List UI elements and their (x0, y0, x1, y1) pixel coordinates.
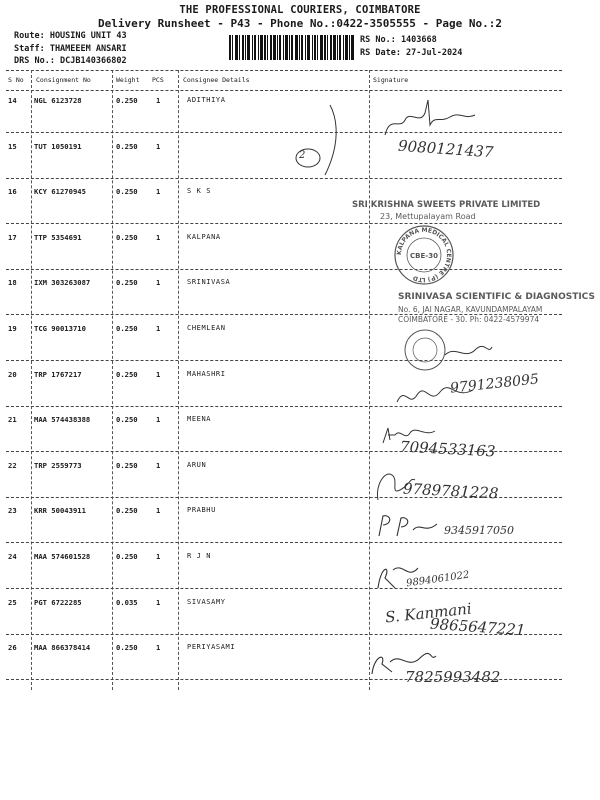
row-sno: 16 (8, 187, 17, 197)
row-weight: 0.250 (116, 96, 138, 105)
signature-phone: 7094533163 (399, 437, 496, 461)
row-pcs: 1 (156, 232, 161, 242)
table-top-rule (6, 70, 562, 71)
row-sno: 20 (8, 369, 17, 379)
signature-scribble (380, 95, 480, 140)
rs-number: RS No.: 1403668 (360, 35, 437, 45)
signature-phone: 9865647221 (429, 614, 526, 640)
row-consignment-no: MAA 866378414 (34, 643, 91, 653)
row-consignment-no: TTP 5354691 (34, 232, 82, 242)
row-consignee: SIVASAMY (187, 597, 226, 606)
row-consignment-no: NGL 6123728 (34, 96, 82, 105)
row-pcs: 1 (156, 187, 161, 197)
row-consignee: PRABHU (187, 506, 216, 515)
column-divider (112, 70, 113, 690)
round-seal (400, 325, 495, 375)
signature-phone: 9791238095 (449, 371, 540, 397)
row-consignment-no: PGT 6722285 (34, 597, 82, 607)
column-divider (369, 70, 370, 690)
row-sno: 22 (8, 460, 17, 470)
row-sno: 24 (8, 552, 17, 561)
row-pcs: 1 (156, 460, 161, 470)
row-consignee: MAHASHRI (187, 369, 226, 378)
col-header-weight: Weight (116, 76, 140, 84)
row-consignee: CHEMLEAN (187, 324, 226, 332)
row-weight: 0.250 (116, 232, 138, 242)
row-consignment-no: MAA 574601528 (34, 552, 91, 561)
stamp-address: 23, Mettupalayam Road (380, 212, 476, 221)
staff-label: Staff: THAMEEEM ANSARI (14, 43, 127, 54)
hand-mark-number: 2 (299, 150, 306, 161)
svg-text:KALPANA MEDICAL CENTRE (P) LTD (396, 227, 452, 283)
row-separator (6, 269, 562, 270)
row-consignment-no: IXM 303263087 (34, 278, 91, 288)
col-header-sno: S No (8, 76, 24, 84)
col-header-signature: Signature (373, 76, 409, 84)
stamp-address: COIMBATORE - 30. Ph: 0422-4579974 (398, 315, 540, 324)
row-sno: 17 (8, 232, 17, 242)
row-pcs: 1 (156, 369, 161, 379)
runsheet-title: Delivery Runsheet - P43 - Phone No.:0422-3505555 - Page No.:2 (98, 17, 502, 30)
row-weight: 0.250 (116, 506, 138, 516)
row-consignee: SRINIVASA (187, 278, 231, 287)
seal-center-text: CBE-30 (410, 252, 438, 260)
row-sno: 14 (8, 96, 17, 105)
signature-phone: 9894061022 (405, 569, 471, 590)
row-pcs: 1 (156, 415, 161, 425)
signature-phone: 9080121437 (397, 136, 494, 162)
column-divider (31, 70, 32, 690)
table-header-rule (6, 90, 562, 91)
row-sno: 21 (8, 415, 17, 425)
row-separator (6, 178, 562, 179)
row-weight: 0.250 (116, 324, 138, 333)
row-weight: 0.250 (116, 552, 138, 561)
runsheet-meta-right (360, 34, 462, 59)
row-weight: 0.250 (116, 187, 138, 197)
row-pcs: 1 (156, 552, 161, 561)
row-consignee: R J N (187, 552, 212, 560)
seal-ring-text: KALPANA MEDICAL CENTRE (P) LTD (395, 226, 453, 284)
row-consignment-no: TUT 1050191 (34, 141, 82, 151)
row-separator (6, 360, 562, 361)
runsheet-meta-left (14, 30, 127, 68)
row-consignment-no: KCY 61270945 (34, 187, 86, 197)
row-weight: 0.250 (116, 278, 138, 288)
stamp-company-name: SRI KRISHNA SWEETS PRIVATE LIMITED (352, 200, 541, 210)
drs-label: DRS No.: DCJB140366802 (14, 56, 127, 66)
row-weight: 0.250 (116, 141, 138, 151)
signature-name: S. Kanmani (384, 599, 473, 627)
stamp-company-name: SRINIVASA SCIENTIFIC & DIAGNOSTICS (398, 292, 595, 302)
row-separator (6, 223, 562, 224)
row-pcs: 1 (156, 96, 161, 105)
rs-date: RS Date: 27-Jul-2024 (360, 47, 463, 58)
signature-phone: 9789781228 (402, 479, 499, 503)
row-pcs: 1 (156, 506, 161, 516)
row-sno: 15 (8, 141, 17, 151)
company-title: THE PROFESSIONAL COURIERS, COIMBATORE (179, 4, 421, 16)
signature-phone: 9345917050 (444, 524, 514, 537)
row-consignee: MEENA (187, 415, 212, 424)
row-separator (6, 406, 562, 407)
hand-mark (290, 100, 360, 180)
row-separator (6, 542, 562, 543)
route-label: Route: HOUSING UNIT 43 (14, 31, 127, 41)
row-sno: 23 (8, 506, 17, 516)
row-pcs: 1 (156, 278, 161, 288)
row-weight: 0.035 (116, 597, 138, 607)
row-pcs: 1 (156, 597, 161, 607)
row-weight: 0.250 (116, 415, 138, 425)
row-weight: 0.250 (116, 369, 138, 379)
row-consignment-no: TRP 1767217 (34, 369, 82, 379)
row-weight: 0.250 (116, 460, 138, 470)
row-weight: 0.250 (116, 643, 138, 653)
col-header-pcs: PCS (152, 76, 164, 84)
row-consignment-no: KRR 50043911 (34, 506, 86, 516)
stamp-address: No. 6, JAI NAGAR, KAVUNDAMPALAYAM (398, 305, 543, 314)
row-consignee: PERIYASAMI (187, 643, 236, 652)
row-sno: 26 (8, 643, 17, 653)
col-header-consignment: Consignment No (36, 76, 91, 84)
row-consignee: ADITHIYA (187, 96, 226, 104)
barcode (229, 35, 354, 60)
row-sno: 25 (8, 597, 17, 607)
col-header-consignee: Consignee Details (183, 76, 250, 84)
row-pcs: 1 (156, 141, 161, 151)
row-pcs: 1 (156, 324, 161, 333)
row-consignment-no: TCG 90013710 (34, 324, 86, 333)
row-separator (6, 588, 562, 589)
round-seal (393, 224, 455, 286)
column-divider (178, 70, 179, 690)
row-consignee: KALPANA (187, 232, 221, 241)
row-separator (6, 132, 562, 133)
row-sno: 18 (8, 278, 17, 288)
row-consignee: ARUN (187, 460, 207, 469)
row-pcs: 1 (156, 643, 161, 653)
signature-phone: 7825993482 (405, 668, 501, 686)
row-consignment-no: TRP 2559773 (34, 460, 82, 470)
row-consignment-no: MAA 574438388 (34, 415, 91, 425)
signature-scribble (375, 512, 445, 540)
row-consignee: S K S (187, 187, 212, 196)
row-sno: 19 (8, 324, 17, 333)
